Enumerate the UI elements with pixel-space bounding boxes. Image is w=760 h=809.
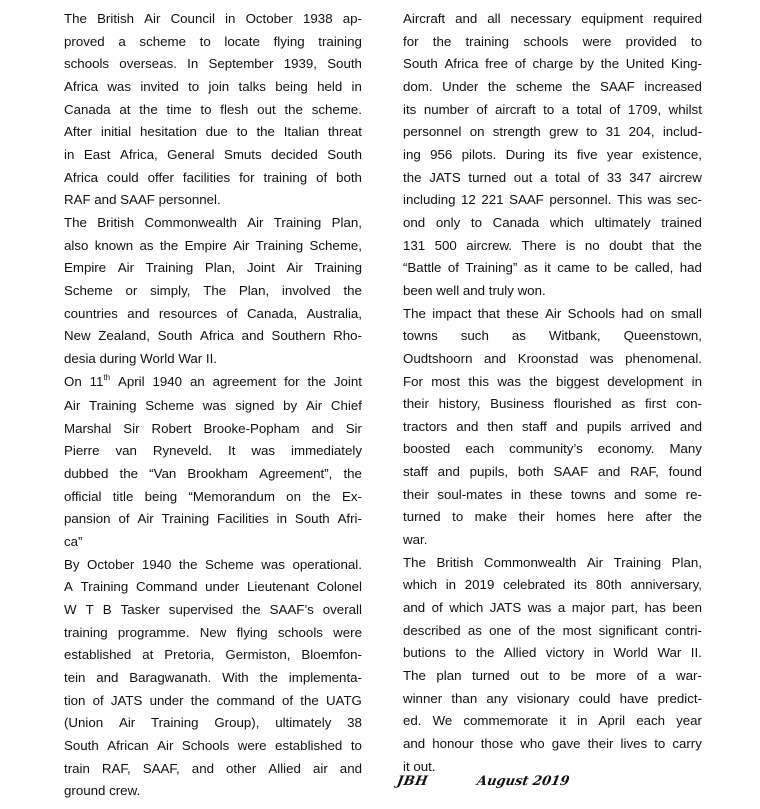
signature-date: August 2019: [475, 774, 571, 789]
text-line: ond only to Canada which ultimately trained: [403, 214, 702, 230]
text-line: Oudtshoorn and Kroonstad was phenomenal.: [403, 350, 702, 366]
text-line: tractors and then staff and pupils arrived and: [403, 418, 702, 434]
text-line: proved a scheme to locate flying training: [64, 33, 362, 49]
text-line: for the training schools were provided to: [403, 33, 702, 49]
text-line: winner than any visionary could have predict-: [403, 690, 702, 706]
text-line: “Battle of Training” as it came to be called, had: [403, 260, 702, 276]
text-line: also known as the Empire Air Training Scheme,: [64, 237, 362, 253]
text-line: schools overseas. In September 1939, South: [64, 56, 362, 72]
text-line: turned to make their homes here after the: [403, 509, 702, 525]
text-line: personnel on strength grew to 31 204, includ-: [403, 124, 702, 140]
text-line: and of which JATS was a major part, has been: [403, 600, 702, 616]
text-line: Pierre van Ryneveld. It was immediately: [64, 443, 362, 459]
text-line: ing 956 pilots. During its five year existence,: [403, 146, 702, 162]
text-line: ca”: [64, 534, 83, 550]
text-line: Marshal Sir Robert Brooke-Popham and Sir: [64, 420, 362, 436]
text-line: butions to the Allied victory in World War II.: [403, 645, 702, 661]
text-line: and honour those who gave their lives to carry: [403, 736, 702, 751]
text-line: which in 2019 celebrated its 80th anniversary,: [403, 577, 702, 593]
text-line: staff and pupils, both SAAF and RAF, found: [403, 464, 702, 480]
text-line: By October 1940 the Scheme was operational.: [64, 556, 362, 572]
text-line: Empire Air Training Plan, Joint Air Training: [64, 260, 362, 276]
text-line: The British Commonwealth Air Training Plan,: [64, 214, 362, 230]
article-left-column: [64, 8, 362, 803]
text-line: RAF and SAAF personnel.: [64, 192, 221, 208]
text-line: For most this was the biggest development in: [403, 373, 702, 389]
text-line: described as one of the most significant contri-: [403, 622, 702, 638]
text-line: tein and Baragwanath. With the implementa-: [64, 670, 362, 686]
author-initials: JBH: [395, 774, 430, 789]
text-line: Aircraft and all necessary equipment required: [403, 11, 702, 26]
text-line: The British Air Council in October 1938 ap-: [64, 11, 362, 26]
text-line: South Africa free of charge by the United King-: [403, 56, 702, 72]
text-line: dubbed the “Van Brookham Agreement”, the: [64, 466, 362, 482]
text-line: its number of aircraft to a total of 1709, whilst: [403, 101, 702, 117]
text-line: ground crew.: [64, 783, 141, 799]
text-line: boosted each community’s economy. Many: [403, 441, 702, 457]
text-line: New Zealand, South Africa and Southern Rho-: [64, 328, 362, 344]
text-line: dom. Under the scheme the SAAF increased: [403, 78, 702, 94]
text-line: W T B Tasker supervised the SAAF’s overall: [64, 602, 362, 618]
text-line: it out.: [403, 758, 436, 774]
text-line: The plan turned out to be more of a war-: [403, 668, 702, 684]
text-line: including 12 221 SAAF personnel. This was sec-: [403, 192, 702, 208]
text-line: tion of JATS under the command of the UATG: [64, 692, 362, 708]
text-line: 131 500 aircrew. There is no doubt that the: [403, 237, 702, 253]
text-line: established at Pretoria, Germiston, Bloemfon-: [64, 647, 362, 663]
text-line: official title being “Memorandum on the Ex-: [64, 488, 362, 504]
text-line: Air Training Scheme was signed by Air Chief: [64, 398, 362, 414]
text-line: war.: [403, 532, 428, 548]
text-line: been well and truly won.: [403, 282, 546, 298]
text-line: Africa could offer facilities for training of both: [64, 169, 362, 185]
text-line: (Union Air Training Group), ultimately 38: [64, 715, 362, 731]
text-line: in East Africa, General Smuts decided South: [64, 146, 362, 162]
text-line: train RAF, SAAF, and other Allied air and: [64, 760, 362, 776]
text-line: towns such as Witbank, Queenstown,: [403, 328, 702, 344]
text-line: Canada at the time to flesh out the scheme.: [64, 101, 362, 117]
text-line: On 11th April 1940 an agreement for the Joint: [64, 372, 362, 389]
text-line: Africa was invited to join talks being held in: [64, 78, 362, 94]
text-line: the JATS turned out a total of 33 347 aircrew: [403, 169, 702, 185]
text-line: their soul-mates in these towns and some re-: [403, 486, 702, 502]
text-line: A Training Command under Lieutenant Colonel: [64, 579, 362, 595]
text-line: pansion of Air Training Facilities in South Afri-: [64, 511, 362, 527]
text-line: countries and resources of Canada, Australia,: [64, 305, 362, 321]
text-line: After initial hesitation due to the Italian threat: [64, 124, 362, 140]
text-line: South African Air Schools were established to: [64, 738, 362, 753]
text-line: The impact that these Air Schools had on small: [403, 305, 702, 321]
text-line: The British Commonwealth Air Training Plan,: [403, 554, 702, 570]
article-right-column: [403, 8, 702, 778]
text-line: Scheme or simply, The Plan, involved the: [64, 282, 362, 298]
text-line: desia during World War II.: [64, 350, 217, 366]
text-line: ed. We commemorate it in April each year: [403, 713, 702, 729]
text-line: training programme. New flying schools were: [64, 624, 362, 640]
text-line: their history, Business flourished as first con-: [403, 396, 702, 412]
